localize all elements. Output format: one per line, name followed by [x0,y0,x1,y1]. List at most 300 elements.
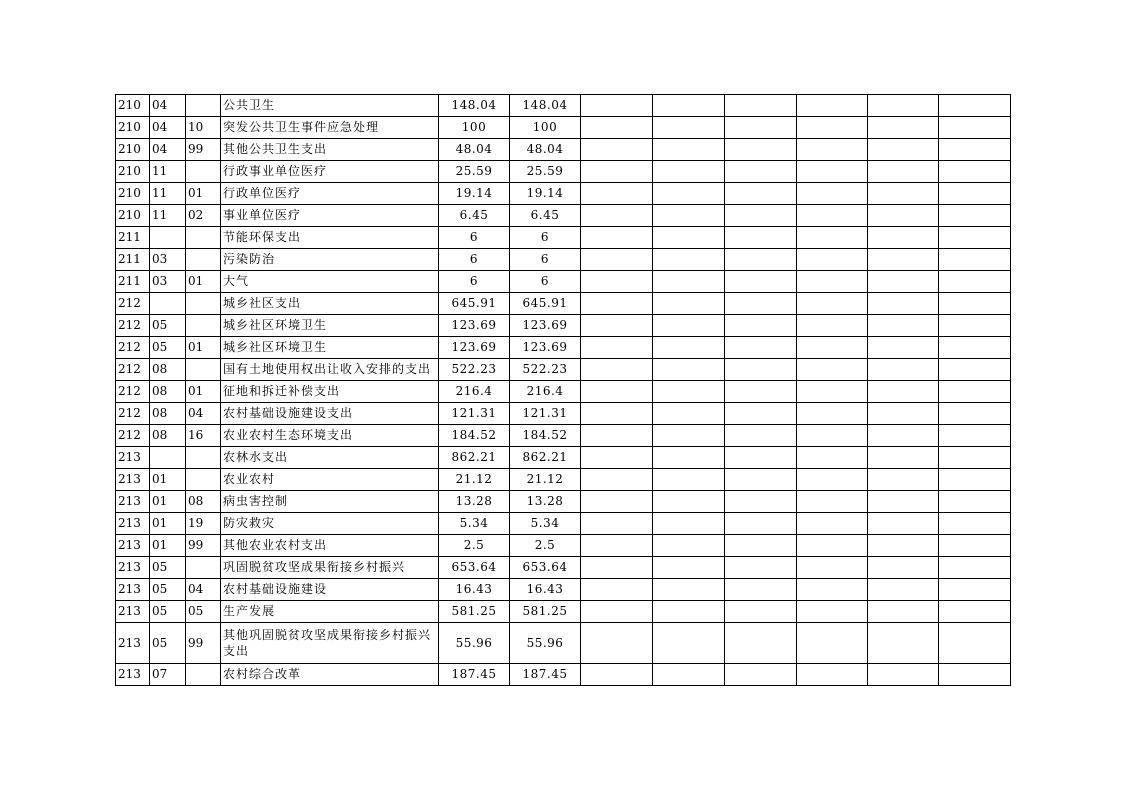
empty-cell [939,293,1011,315]
basic-amount-cell: 653.64 [510,557,581,579]
empty-cell [725,623,797,664]
empty-cell [581,491,653,513]
empty-cell [939,381,1011,403]
table-row [116,601,1011,623]
total-amount-cell: 581.25 [439,601,510,623]
table-row [116,535,1011,557]
empty-cell [653,315,725,337]
empty-cell [653,623,725,664]
table-row [116,271,1011,293]
subject-name-cell: 行政事业单位医疗 [221,161,439,183]
empty-cell [725,337,797,359]
empty-cell [725,447,797,469]
table-row [116,293,1011,315]
empty-cell [868,469,939,491]
empty-cell [653,205,725,227]
empty-cell [581,205,653,227]
empty-cell [797,601,868,623]
basic-amount-cell: 645.91 [510,293,581,315]
empty-cell [581,425,653,447]
subitem-code-cell: 99 [186,535,221,557]
subject-name-cell: 防灾救灾 [221,513,439,535]
empty-cell [797,183,868,205]
empty-cell [725,381,797,403]
empty-cell [653,337,725,359]
empty-cell [868,664,939,686]
subject-name-cell: 农林水支出 [221,447,439,469]
total-amount-cell: 16.43 [439,579,510,601]
basic-amount-cell: 5.34 [510,513,581,535]
class-code-cell: 213 [116,491,150,513]
empty-cell [939,425,1011,447]
basic-amount-cell: 581.25 [510,601,581,623]
total-amount-cell: 6 [439,249,510,271]
empty-cell [725,664,797,686]
class-code-cell: 212 [116,425,150,447]
subitem-code-cell [186,315,221,337]
empty-cell [725,161,797,183]
empty-cell [725,425,797,447]
empty-cell [868,381,939,403]
table-row [116,139,1011,161]
item-code-cell: 01 [150,535,186,557]
empty-cell [797,535,868,557]
table-row [116,381,1011,403]
class-code-cell: 210 [116,161,150,183]
subject-name-cell: 污染防治 [221,249,439,271]
empty-cell [725,293,797,315]
basic-amount-cell: 148.04 [510,95,581,117]
subitem-code-cell: 16 [186,425,221,447]
empty-cell [653,381,725,403]
subitem-code-cell: 99 [186,139,221,161]
empty-cell [797,95,868,117]
class-code-cell: 213 [116,469,150,491]
empty-cell [868,491,939,513]
empty-cell [797,139,868,161]
subject-name-cell: 农村基础设施建设支出 [221,403,439,425]
total-amount-cell: 522.23 [439,359,510,381]
class-code-cell: 213 [116,513,150,535]
empty-cell [868,161,939,183]
item-code-cell [150,447,186,469]
empty-cell [725,535,797,557]
subitem-code-cell: 04 [186,403,221,425]
empty-cell [939,535,1011,557]
subject-name-cell: 突发公共卫生事件应急处理 [221,117,439,139]
basic-amount-cell: 21.12 [510,469,581,491]
item-code-cell: 05 [150,579,186,601]
item-code-cell: 08 [150,359,186,381]
subject-name-cell: 公共卫生 [221,95,439,117]
empty-cell [581,535,653,557]
empty-cell [797,425,868,447]
table-row [116,315,1011,337]
empty-cell [939,664,1011,686]
table-row [116,403,1011,425]
empty-cell [939,205,1011,227]
empty-cell [797,557,868,579]
subitem-code-cell: 99 [186,623,221,664]
subject-name-cell: 病虫害控制 [221,491,439,513]
subitem-code-cell: 04 [186,579,221,601]
empty-cell [797,249,868,271]
empty-cell [868,359,939,381]
empty-cell [725,557,797,579]
empty-cell [868,205,939,227]
subject-name-cell: 农业农村生态环境支出 [221,425,439,447]
empty-cell [581,249,653,271]
item-code-cell: 03 [150,249,186,271]
empty-cell [939,623,1011,664]
empty-cell [797,513,868,535]
class-code-cell: 210 [116,95,150,117]
item-code-cell: 04 [150,139,186,161]
item-code-cell: 11 [150,205,186,227]
table-row [116,491,1011,513]
empty-cell [868,425,939,447]
empty-cell [581,557,653,579]
budget-table [115,94,1011,686]
empty-cell [939,491,1011,513]
total-amount-cell: 187.45 [439,664,510,686]
empty-cell [797,403,868,425]
item-code-cell: 05 [150,337,186,359]
empty-cell [939,359,1011,381]
total-amount-cell: 100 [439,117,510,139]
empty-cell [797,469,868,491]
empty-cell [868,447,939,469]
empty-cell [725,359,797,381]
basic-amount-cell: 13.28 [510,491,581,513]
total-amount-cell: 2.5 [439,535,510,557]
empty-cell [725,227,797,249]
empty-cell [797,293,868,315]
class-code-cell: 213 [116,579,150,601]
item-code-cell [150,227,186,249]
subitem-code-cell: 10 [186,117,221,139]
subject-name-cell: 其他巩固脱贫攻坚成果衔接乡村振兴支出 [221,623,439,664]
empty-cell [653,513,725,535]
empty-cell [797,161,868,183]
item-code-cell: 04 [150,95,186,117]
empty-cell [581,359,653,381]
empty-cell [797,205,868,227]
empty-cell [581,447,653,469]
empty-cell [725,403,797,425]
subject-name-cell: 城乡社区环境卫生 [221,337,439,359]
empty-cell [939,117,1011,139]
empty-cell [939,161,1011,183]
basic-amount-cell: 121.31 [510,403,581,425]
basic-amount-cell: 48.04 [510,139,581,161]
empty-cell [653,359,725,381]
empty-cell [939,227,1011,249]
empty-cell [581,139,653,161]
empty-cell [868,139,939,161]
table-row [116,161,1011,183]
empty-cell [939,403,1011,425]
table-row [116,623,1011,664]
empty-cell [939,315,1011,337]
empty-cell [725,491,797,513]
empty-cell [939,557,1011,579]
subject-name-cell: 农村基础设施建设 [221,579,439,601]
empty-cell [797,359,868,381]
total-amount-cell: 48.04 [439,139,510,161]
empty-cell [725,183,797,205]
empty-cell [868,623,939,664]
class-code-cell: 212 [116,403,150,425]
table-row [116,579,1011,601]
empty-cell [653,469,725,491]
subject-name-cell: 农村综合改革 [221,664,439,686]
empty-cell [797,117,868,139]
item-code-cell: 01 [150,469,186,491]
empty-cell [581,271,653,293]
total-amount-cell: 653.64 [439,557,510,579]
empty-cell [653,664,725,686]
subject-name-cell: 城乡社区环境卫生 [221,315,439,337]
empty-cell [939,183,1011,205]
subject-name-cell: 其他农业农村支出 [221,535,439,557]
basic-amount-cell: 522.23 [510,359,581,381]
empty-cell [581,183,653,205]
subject-name-cell: 其他公共卫生支出 [221,139,439,161]
empty-cell [797,315,868,337]
subitem-code-cell [186,249,221,271]
class-code-cell: 210 [116,205,150,227]
class-code-cell: 210 [116,139,150,161]
empty-cell [868,579,939,601]
total-amount-cell: 25.59 [439,161,510,183]
empty-cell [868,271,939,293]
item-code-cell: 05 [150,601,186,623]
empty-cell [725,469,797,491]
class-code-cell: 212 [116,337,150,359]
empty-cell [653,139,725,161]
basic-amount-cell: 6.45 [510,205,581,227]
empty-cell [653,183,725,205]
table-row [116,469,1011,491]
empty-cell [868,557,939,579]
basic-amount-cell: 6 [510,249,581,271]
subitem-code-cell: 01 [186,183,221,205]
item-code-cell: 08 [150,425,186,447]
table-row [116,447,1011,469]
total-amount-cell: 6 [439,271,510,293]
empty-cell [653,601,725,623]
empty-cell [868,315,939,337]
empty-cell [797,447,868,469]
item-code-cell: 05 [150,623,186,664]
item-code-cell: 08 [150,381,186,403]
empty-cell [653,271,725,293]
empty-cell [581,381,653,403]
empty-cell [581,293,653,315]
class-code-cell: 213 [116,601,150,623]
empty-cell [653,161,725,183]
table-row [116,117,1011,139]
table-row [116,513,1011,535]
total-amount-cell: 184.52 [439,425,510,447]
empty-cell [581,337,653,359]
empty-cell [653,491,725,513]
basic-amount-cell: 55.96 [510,623,581,664]
empty-cell [725,249,797,271]
table-row [116,183,1011,205]
empty-cell [725,139,797,161]
total-amount-cell: 216.4 [439,381,510,403]
empty-cell [653,249,725,271]
empty-cell [725,271,797,293]
basic-amount-cell: 16.43 [510,579,581,601]
empty-cell [581,601,653,623]
empty-cell [868,403,939,425]
empty-cell [581,403,653,425]
empty-cell [797,491,868,513]
empty-cell [581,623,653,664]
item-code-cell: 11 [150,161,186,183]
basic-amount-cell: 19.14 [510,183,581,205]
empty-cell [797,227,868,249]
empty-cell [653,535,725,557]
empty-cell [581,227,653,249]
empty-cell [581,664,653,686]
empty-cell [653,425,725,447]
empty-cell [653,557,725,579]
empty-cell [797,579,868,601]
empty-cell [581,513,653,535]
total-amount-cell: 645.91 [439,293,510,315]
empty-cell [939,249,1011,271]
item-code-cell: 11 [150,183,186,205]
empty-cell [725,117,797,139]
subitem-code-cell [186,557,221,579]
basic-amount-cell: 187.45 [510,664,581,686]
empty-cell [868,293,939,315]
empty-cell [939,447,1011,469]
empty-cell [939,95,1011,117]
empty-cell [653,447,725,469]
class-code-cell: 212 [116,315,150,337]
subitem-code-cell [186,161,221,183]
basic-amount-cell: 6 [510,271,581,293]
empty-cell [581,95,653,117]
empty-cell [868,95,939,117]
basic-amount-cell: 6 [510,227,581,249]
empty-cell [797,664,868,686]
empty-cell [939,271,1011,293]
basic-amount-cell: 862.21 [510,447,581,469]
empty-cell [868,227,939,249]
subject-name-cell: 节能环保支出 [221,227,439,249]
empty-cell [797,623,868,664]
empty-cell [725,205,797,227]
empty-cell [868,249,939,271]
subitem-code-cell: 01 [186,337,221,359]
total-amount-cell: 123.69 [439,315,510,337]
item-code-cell: 07 [150,664,186,686]
empty-cell [725,513,797,535]
item-code-cell: 05 [150,315,186,337]
basic-amount-cell: 184.52 [510,425,581,447]
subject-name-cell: 城乡社区支出 [221,293,439,315]
empty-cell [939,601,1011,623]
table-row [116,425,1011,447]
subject-name-cell: 国有土地使用权出让收入安排的支出 [221,359,439,381]
total-amount-cell: 21.12 [439,469,510,491]
empty-cell [797,381,868,403]
total-amount-cell: 6 [439,227,510,249]
class-code-cell: 213 [116,447,150,469]
item-code-cell: 05 [150,557,186,579]
empty-cell [868,513,939,535]
empty-cell [581,161,653,183]
empty-cell [725,95,797,117]
subitem-code-cell [186,227,221,249]
empty-cell [868,117,939,139]
total-amount-cell: 148.04 [439,95,510,117]
subitem-code-cell: 19 [186,513,221,535]
basic-amount-cell: 216.4 [510,381,581,403]
subitem-code-cell: 01 [186,271,221,293]
class-code-cell: 212 [116,293,150,315]
subitem-code-cell [186,664,221,686]
empty-cell [868,337,939,359]
subitem-code-cell: 01 [186,381,221,403]
subitem-code-cell [186,293,221,315]
empty-cell [725,315,797,337]
empty-cell [868,601,939,623]
item-code-cell: 08 [150,403,186,425]
empty-cell [653,95,725,117]
class-code-cell: 211 [116,249,150,271]
empty-cell [581,469,653,491]
empty-cell [581,117,653,139]
total-amount-cell: 19.14 [439,183,510,205]
total-amount-cell: 123.69 [439,337,510,359]
table-row [116,337,1011,359]
class-code-cell: 212 [116,359,150,381]
empty-cell [939,139,1011,161]
basic-amount-cell: 123.69 [510,337,581,359]
item-code-cell: 01 [150,513,186,535]
class-code-cell: 213 [116,557,150,579]
subitem-code-cell: 05 [186,601,221,623]
empty-cell [725,579,797,601]
empty-cell [653,579,725,601]
empty-cell [868,183,939,205]
table-row [116,227,1011,249]
empty-cell [653,117,725,139]
basic-amount-cell: 100 [510,117,581,139]
subject-name-cell: 征地和拆迁补偿支出 [221,381,439,403]
table-row [116,664,1011,686]
table-row [116,359,1011,381]
total-amount-cell: 862.21 [439,447,510,469]
basic-amount-cell: 25.59 [510,161,581,183]
empty-cell [939,337,1011,359]
table-row [116,95,1011,117]
class-code-cell: 213 [116,623,150,664]
subject-name-cell: 生产发展 [221,601,439,623]
subject-name-cell: 巩固脱贫攻坚成果衔接乡村振兴 [221,557,439,579]
subject-name-cell: 事业单位医疗 [221,205,439,227]
class-code-cell: 210 [116,183,150,205]
empty-cell [797,271,868,293]
item-code-cell: 01 [150,491,186,513]
